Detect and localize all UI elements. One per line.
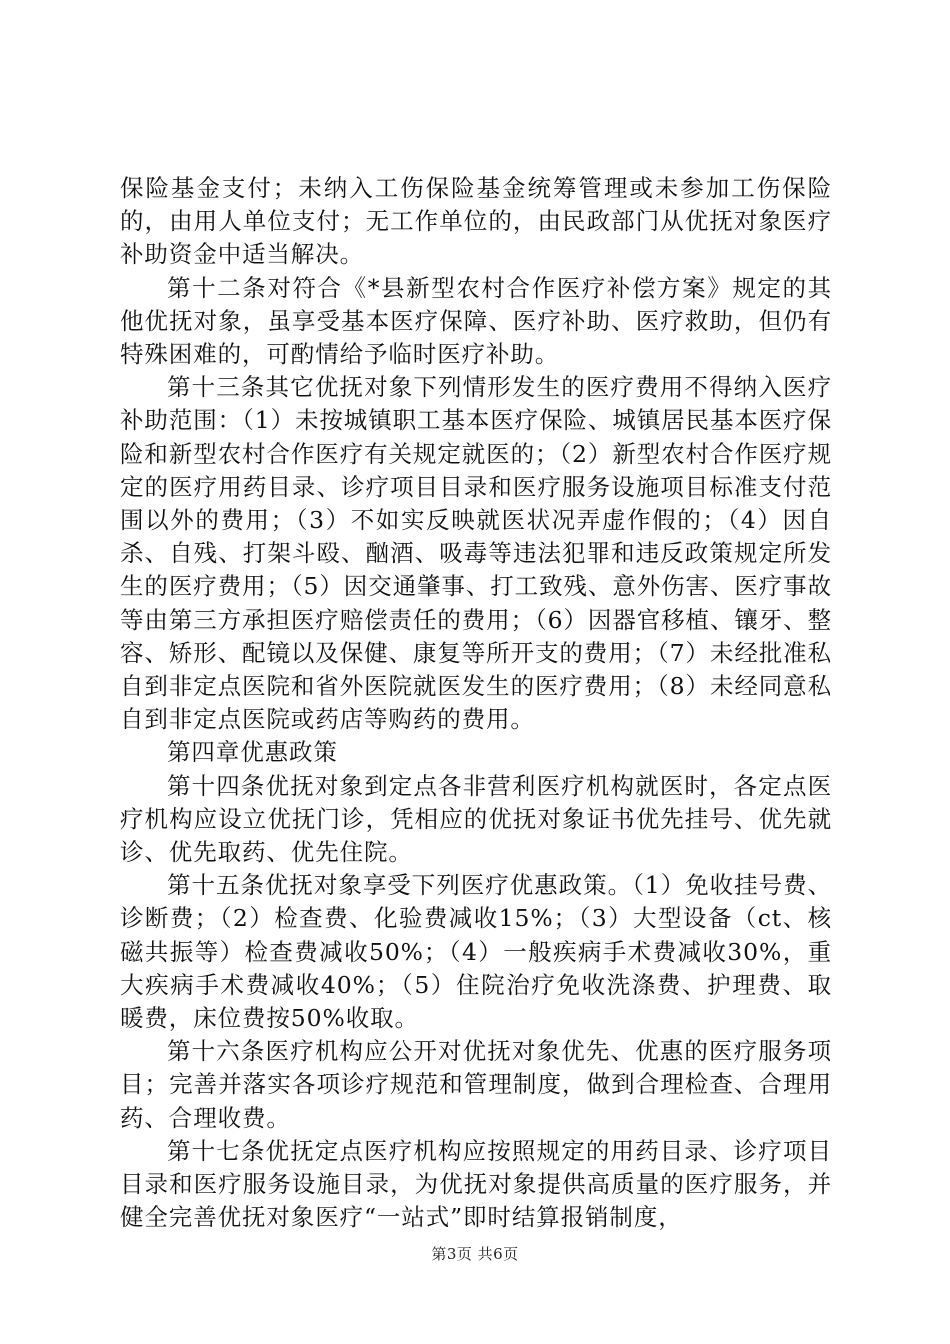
chapter-heading: 第四章优惠政策 [167,738,338,767]
paragraph-article-15: 第十五条优抚对象享受下列医疗优惠政策。（1）免收挂号费、诊断费；（2）检查费、化验费减收15%；（3）大型设备（ct、核磁共振等）检查费减收50%；（4）一般疾病手术费减收30%，重大疾病手术费减收40%；（5）住院治疗免收洗涤费、护理费、取暖费，床位费按50%收取。 [120,871,832,1033]
paragraph-fund-payment: 保险基金支付；未纳入工伤保险基金统筹管理或未参加工伤保险的，由用人单位支付；无工作单位的，由民政部门从优抚对象医疗补助资金中适当解决。 [120,174,832,269]
paragraph-article-12: 第十二条对符合《*县新型农村合作医疗补偿方案》规定的其他优抚对象，虽享受基本医疗保障、医疗补助、医疗救助，但仍有特殊困难的，可酌情给予临时医疗补助。 [120,273,832,369]
document-body [120,172,832,1235]
paragraph-article-17: 第十七条优抚定点医疗机构应按照规定的用药目录、诊疗项目目录和医疗服务设施目录，为优抚对象提供高质量的医疗服务，并健全完善优抚对象医疗“一站式”即时结算报销制度， [120,1136,832,1232]
paragraph-article-16: 第十六条医疗机构应公开对优抚对象优先、优惠的医疗服务项目；完善并落实各项诊疗规范和管理制度，做到合理检查、合理用药、合理收费。 [120,1037,832,1132]
paragraph-article-14: 第十四条优抚对象到定点各非营利医疗机构就医时，各定点医疗机构应设立优抚门诊，凭相应的优抚对象证书优先挂号、优先就诊、优先取药、优先住院。 [120,771,832,867]
paragraph-article-13: 第十三条其它优抚对象下列情形发生的医疗费用不得纳入医疗补助范围：（1）未按城镇职工基本医疗保险、城镇居民基本医疗保险和新型农村合作医疗有关规定就医的；（2）新型农村合作医疗规定的医疗用药目录、诊疗项目目录和医疗服务设施项目标准支付范围以外的费用；（3）不如实反映就医状况弄虚作假的；（4）因自杀、自残、打架斗殴、酗酒、吸毒等违法犯罪和违反政策规定所发生的医疗费用；（5）因交通肇事、打工致残、意外伤害、医疗事故等由第三方承担医疗赔偿责任的费用；（6）因器官移植、镶牙、整容、矫形、配镜以及保健、康复等所开支的费用；（7）未经批准私自到非定点医院和省外医院就医发生的医疗费用；（8）未经同意私自到非定点医院或药店等购药的费用。 [120,373,832,734]
page-number-footer: 第3页 共6页 [431,1245,519,1263]
